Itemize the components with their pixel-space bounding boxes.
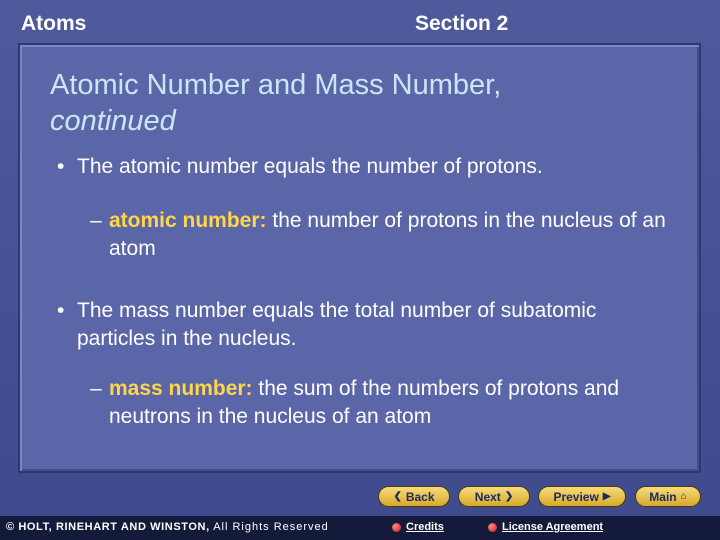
chapter-label: Atoms [21, 12, 87, 35]
home-icon: ⌂ [680, 491, 687, 502]
dash-icon: – [90, 209, 102, 232]
preview-button-label: Preview [553, 489, 599, 504]
back-button-label: Back [405, 489, 435, 504]
credits-label: Credits [406, 521, 444, 533]
license-agreement-link[interactable] [488, 521, 603, 533]
definition-text [90, 375, 680, 431]
bullet-dot-icon: • [57, 299, 65, 322]
bullet-text: The mass number equals the total number of subatomic particles in the nucleus. [77, 299, 597, 350]
preview-button[interactable] [538, 486, 626, 507]
slide-title [50, 67, 670, 139]
footer-bar [0, 516, 720, 540]
chevron-right-icon: ❯ [504, 491, 514, 502]
section-label: Section 2 [415, 12, 509, 35]
slide-title-sub: continued [50, 105, 176, 137]
copyright-brand: © HOLT, RINEHART AND WINSTON, [6, 521, 210, 533]
arrow-right-icon: ▶ [602, 491, 611, 502]
main-button[interactable] [635, 486, 701, 507]
next-button-label: Next [474, 489, 501, 504]
slide-title-main: Atomic Number and Mass Number, [50, 69, 502, 101]
bullet-item [57, 153, 667, 181]
definition-item [90, 207, 680, 263]
bullet-dot-icon: • [57, 155, 65, 178]
slide-panel [18, 43, 701, 473]
definition-term: mass number: [109, 377, 253, 400]
bullet-item [57, 297, 667, 353]
definition-body: the sum of the numbers of protons and neutrons in the nucleus of an atom [109, 377, 620, 428]
definition-item [90, 375, 680, 431]
dash-icon: – [90, 377, 102, 400]
definition-term: atomic number: [109, 209, 267, 232]
license-label: License Agreement [502, 521, 604, 533]
next-button[interactable] [458, 486, 530, 507]
back-button[interactable] [378, 486, 450, 507]
red-dot-icon [392, 523, 401, 532]
copyright-text [6, 521, 329, 533]
main-button-label: Main [649, 489, 677, 504]
chevron-left-icon: ❮ [393, 491, 402, 502]
definition-body: the number of protons in the nucleus of an atom [109, 209, 666, 260]
copyright-rest: All Rights Reserved [209, 521, 329, 533]
bullet-text: The atomic number equals the number of protons. [77, 155, 543, 178]
red-dot-icon [488, 523, 497, 532]
credits-link[interactable] [392, 521, 444, 533]
definition-text [90, 207, 680, 263]
